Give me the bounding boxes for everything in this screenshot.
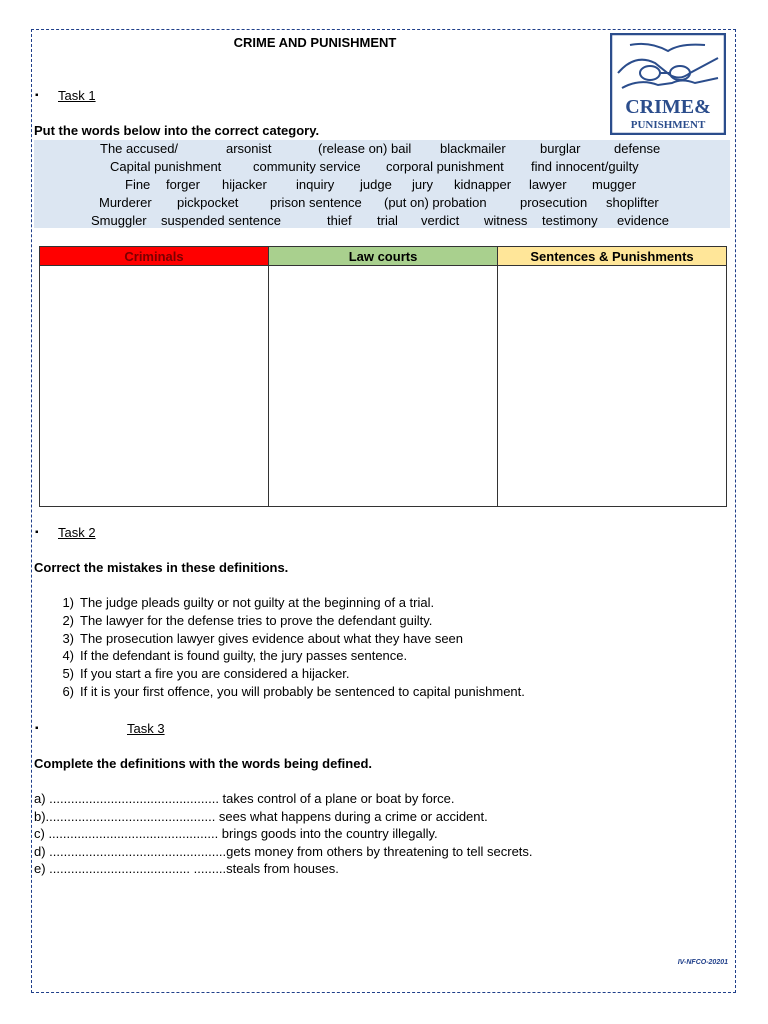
- word-item: (put on) probation: [384, 195, 487, 210]
- word-item: witness: [484, 213, 528, 228]
- category-cell-criminals[interactable]: [40, 266, 269, 507]
- word-item: Murderer: [99, 195, 152, 210]
- task3-instruction: Complete the definitions with the words being defined.: [34, 756, 373, 771]
- fill-in-item[interactable]: b)............................................... sees what happens during a crime or accident.: [34, 808, 488, 824]
- word-item: testimony: [542, 213, 598, 228]
- word-row: [34, 212, 730, 230]
- word-bank: [34, 140, 730, 228]
- category-header-sentences: Sentences & Punishments: [498, 247, 727, 266]
- fill-in-list: [34, 790, 533, 878]
- word-item: jury: [412, 177, 433, 192]
- item-number: 2): [62, 612, 74, 628]
- list-item: [40, 612, 525, 630]
- list-item: [40, 665, 525, 683]
- word-item: inquiry: [296, 177, 335, 192]
- task3-label: Task 3: [127, 721, 165, 736]
- word-item: lawyer: [529, 177, 567, 192]
- word-row: [34, 194, 730, 212]
- category-header-law-courts: Law courts: [269, 247, 498, 266]
- word-item: arsonist: [226, 141, 272, 156]
- task2-instruction: Correct the mistakes in these definitions.: [34, 560, 289, 575]
- word-item: (release on) bail: [318, 141, 412, 156]
- word-item: prosecution: [520, 195, 588, 210]
- item-text: The lawyer for the defense tries to prove the defendant guilty.: [80, 612, 433, 628]
- word-item: community service: [253, 159, 361, 174]
- task2-label: Task 2: [58, 525, 96, 540]
- list-item: [40, 630, 525, 648]
- word-item: forger: [166, 177, 200, 192]
- category-cell-sentences[interactable]: [498, 266, 727, 507]
- word-item: blackmailer: [440, 141, 506, 156]
- word-item: prison sentence: [270, 195, 362, 210]
- definitions-list: [40, 594, 525, 701]
- item-text: If it is your first offence, you will probably be sentenced to capital punishment.: [80, 683, 525, 699]
- logo-text-punishment: PUNISHMENT: [630, 119, 706, 131]
- word-item: Capital punishment: [110, 159, 222, 174]
- bullet-icon: ▪: [35, 90, 39, 101]
- item-text: If the defendant is found guilty, the jury passes sentence.: [80, 648, 408, 664]
- fill-in-item[interactable]: e) ....................................... .........steals from houses.: [34, 861, 339, 877]
- page-title: CRIME AND PUNISHMENT: [233, 35, 397, 50]
- word-row: [34, 140, 730, 158]
- category-header-criminals: Criminals: [40, 247, 269, 266]
- word-item: The accused/: [100, 141, 179, 156]
- list-item: [40, 647, 525, 665]
- item-number: 4): [62, 648, 74, 664]
- fill-in-item[interactable]: a) ............................................... takes control of a plane or boat by force.: [34, 791, 455, 806]
- word-item: defense: [614, 141, 661, 156]
- word-item: Fine: [125, 177, 151, 192]
- word-item: judge: [360, 177, 392, 192]
- word-item: find innocent/guilty: [531, 159, 639, 174]
- word-item: hijacker: [222, 177, 267, 192]
- word-item: corporal punishment: [386, 159, 504, 174]
- logo-text-crime: CRIME&: [625, 96, 711, 118]
- item-number: 3): [62, 630, 74, 646]
- category-cell-law-courts[interactable]: [269, 266, 498, 507]
- item-number: 6): [62, 683, 74, 699]
- word-item: mugger: [592, 177, 637, 192]
- word-item: burglar: [540, 141, 581, 156]
- word-item: verdict: [421, 213, 460, 228]
- list-item: [40, 683, 525, 701]
- word-item: Smuggler: [91, 213, 147, 228]
- word-item: trial: [377, 213, 398, 228]
- crime-punishment-logo: [610, 33, 726, 135]
- word-item: evidence: [617, 213, 670, 228]
- word-item: kidnapper: [454, 177, 512, 192]
- word-item: shoplifter: [606, 195, 659, 210]
- footer-code: IV-NFCO-20201: [677, 959, 728, 966]
- word-item: suspended sentence: [161, 213, 281, 228]
- task1-instruction: Put the words below into the correct category.: [34, 123, 320, 138]
- fill-in-item[interactable]: d) .................................................gets money from others by threatening to tell secrets.: [34, 843, 533, 859]
- item-text: The prosecution lawyer gives evidence about what they have seen: [80, 630, 464, 646]
- task1-label: Task 1: [58, 88, 96, 103]
- item-text: If you start a fire you are considered a hijacker.: [80, 666, 350, 682]
- word-item: thief: [327, 213, 352, 228]
- item-text: The judge pleads guilty or not guilty at the beginning of a trial.: [80, 595, 435, 610]
- bullet-icon: ▪: [35, 723, 39, 734]
- item-number: 5): [62, 666, 74, 682]
- fill-in-item[interactable]: c) ............................................... brings goods into the country illegally.: [34, 826, 438, 842]
- bullet-icon: ▪: [35, 527, 39, 538]
- item-number: 1): [62, 595, 74, 610]
- word-item: pickpocket: [177, 195, 239, 210]
- word-row: [34, 176, 730, 194]
- word-row: [34, 158, 730, 176]
- list-item: [40, 594, 525, 612]
- category-table: [39, 246, 727, 507]
